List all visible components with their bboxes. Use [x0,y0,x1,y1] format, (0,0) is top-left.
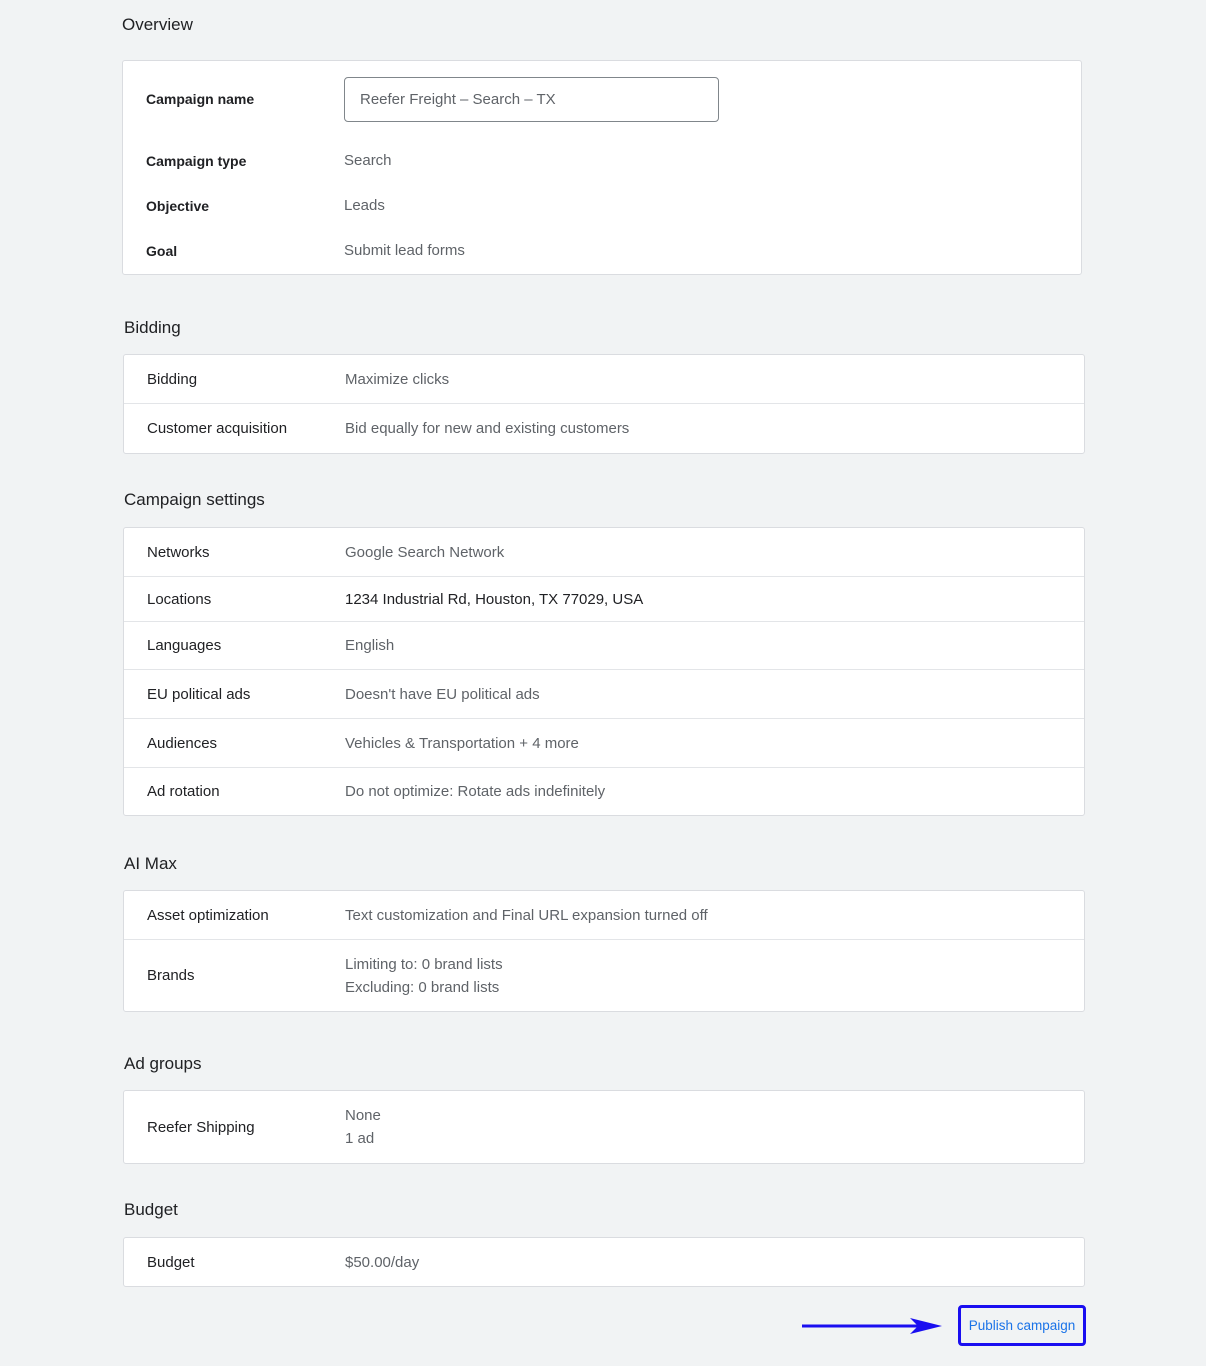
row-value: Bid equally for new and existing customers [345,420,630,437]
bidding-heading: Bidding [124,318,181,337]
row-label: Brands [147,967,195,984]
arrow-right-icon [802,1316,944,1336]
asset-optimization-row[interactable] [124,891,1084,939]
row-value: Google Search Network [345,543,505,561]
row-label: Ad rotation [147,783,220,800]
campaign-type-label: Campaign type [146,152,247,169]
row-label: Budget [147,1253,195,1271]
locations-row[interactable] [124,576,1084,621]
row-value: Do not optimize: Rotate ads indefinitely [345,783,606,800]
row-label: Customer acquisition [147,420,288,437]
row-value: Text customization and Final URL expansion turned off [345,906,708,924]
row-value: 1234 Industrial Rd, Houston, TX 77029, USA [345,590,644,608]
row-value-2: Excluding: 0 brand lists [345,978,500,996]
campaign-name-input[interactable]: Reefer Freight – Search – TX [344,77,719,122]
objective-label: Objective [146,197,210,214]
campaign-settings-heading: Campaign settings [124,490,265,509]
customer-acquisition-row[interactable] [124,403,1084,453]
goal-value: Submit lead forms [344,242,465,259]
overview-heading: Overview [122,15,193,34]
budget-heading: Budget [124,1200,178,1219]
row-value-2: 1 ad [345,1130,375,1147]
brands-row[interactable] [124,939,1084,1011]
row-value: Vehicles & Transportation + 4 more [345,734,579,752]
row-label: Audiences [147,734,218,752]
row-label: Languages [147,637,222,654]
row-label: Locations [147,590,212,608]
row-value: English [345,637,395,654]
ad-group-row[interactable] [124,1091,1084,1163]
campaign-type-value: Search [344,152,392,169]
publish-campaign-button[interactable]: Publish campaign [958,1305,1086,1346]
eu-political-ads-row[interactable] [124,669,1084,718]
ai-max-card [123,890,1085,1012]
campaign-settings-card [123,527,1085,816]
overview-card [122,60,1082,275]
goal-label: Goal [146,242,178,259]
row-value: None [345,1107,381,1124]
row-label: Asset optimization [147,906,269,924]
row-label: Reefer Shipping [147,1118,255,1136]
budget-card [123,1237,1085,1287]
ad-groups-heading: Ad groups [124,1054,202,1073]
campaign-name-label: Campaign name [146,91,255,107]
row-label: Bidding [147,370,198,388]
row-value: $50.00/day [345,1253,420,1271]
networks-row[interactable] [124,528,1084,576]
bidding-row[interactable] [124,355,1084,403]
row-value: Limiting to: 0 brand lists [345,955,503,973]
row-label: Networks [147,543,210,561]
bidding-card [123,354,1085,454]
row-value: Doesn't have EU political ads [345,685,540,703]
row-label: EU political ads [147,685,251,703]
languages-row[interactable] [124,621,1084,669]
audiences-row[interactable] [124,718,1084,767]
budget-row[interactable] [124,1238,1084,1286]
objective-value: Leads [344,197,385,214]
ad-rotation-row[interactable] [124,767,1084,815]
ad-groups-card [123,1090,1085,1164]
ai-max-heading: AI Max [124,854,177,873]
row-value: Maximize clicks [345,370,450,388]
